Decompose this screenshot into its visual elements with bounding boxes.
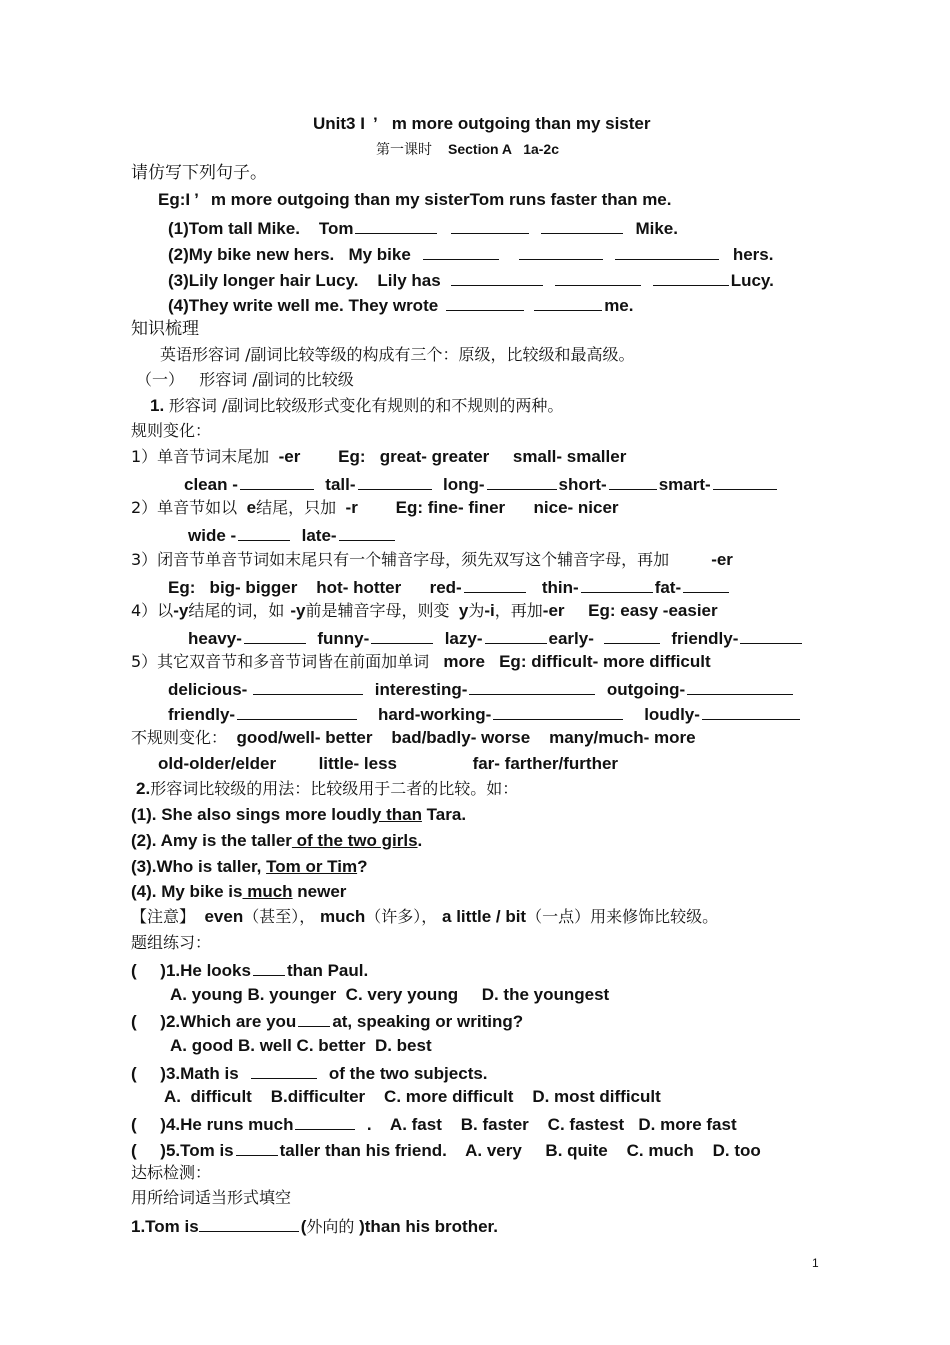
exercise-1: (1)Tom tall Mike. Tom Mike. bbox=[168, 216, 678, 240]
blank[interactable] bbox=[702, 702, 800, 720]
usage-example-1: (1). She also sings more loudly than Tara. bbox=[131, 805, 467, 824]
question-2-options: A. good B. well C. better D. best bbox=[170, 1036, 432, 1055]
usage-example-4: (4). My bike is much newer bbox=[131, 882, 347, 901]
question-1-options: A. young B. younger C. very young D. the youngest bbox=[170, 985, 610, 1004]
question-2: ( )2.Which are you at, speaking or writing? bbox=[131, 1009, 523, 1033]
test-instruction: 用所给词适当形式填空 bbox=[131, 1188, 292, 1207]
blank[interactable] bbox=[236, 1138, 278, 1156]
test-item-1: 1.Tom is (外向的 )than his brother. bbox=[131, 1214, 498, 1238]
regular-label: 规则变化： bbox=[131, 421, 212, 440]
exercise-3: (3)Lily longer hair Lucy. Lily has Lucy. bbox=[168, 268, 774, 292]
rule-1-blanks: clean - tall- long- short- smart- bbox=[184, 472, 779, 496]
rule-5-blanks-a: delicious- interesting- outgoing- bbox=[168, 677, 795, 701]
blank[interactable] bbox=[358, 472, 432, 490]
rule-5: 5）其它双音节和多音节词皆在前面加单词 more Eg: difficult- more difficult bbox=[131, 652, 711, 671]
blank[interactable] bbox=[581, 575, 653, 593]
usage-example-2: (2). Amy is the taller of the two girls. bbox=[131, 831, 423, 850]
blank[interactable] bbox=[713, 472, 777, 490]
blank[interactable] bbox=[604, 626, 660, 644]
blank[interactable] bbox=[244, 626, 306, 644]
question-3-options: A. difficult B.difficulter C. more difficult D. most difficult bbox=[164, 1087, 661, 1106]
blank[interactable] bbox=[534, 293, 602, 311]
blank[interactable] bbox=[653, 268, 729, 286]
knowledge-line: 英语形容词 /副词比较等级的构成有三个：原级，比较级和最高级。 bbox=[160, 345, 635, 364]
blank[interactable] bbox=[687, 677, 793, 695]
point-2: 2.形容词比较级的用法：比较级用于二者的比较。如： bbox=[136, 779, 519, 798]
rule-4: 4）以-y结尾的词，如 -y前是辅音字母，则变 y为-i，再加-er Eg: easy -easier bbox=[131, 601, 718, 620]
blank[interactable] bbox=[295, 1112, 355, 1130]
question-5: ( )5.Tom is taller than his friend. A. very B. quite C. much D. too bbox=[131, 1138, 761, 1162]
blank[interactable] bbox=[371, 626, 433, 644]
irregular-line-2: old-older/elder little- less far- farther/further bbox=[158, 754, 619, 773]
rule-3: 3）闭音节单音节词如末尾只有一个辅音字母，须先双写这个辅音字母，再加 -er bbox=[131, 550, 733, 569]
rule-5-blanks-b: friendly- hard-working- loudly- bbox=[168, 702, 802, 726]
question-4: ( )4.He runs much . A. fast B. faster C. fastest D. more fast bbox=[131, 1112, 737, 1136]
blank[interactable] bbox=[519, 242, 603, 260]
blank[interactable] bbox=[423, 242, 499, 260]
page-title: Unit3 I ’ m more outgoing than my sister bbox=[313, 114, 651, 133]
rule-4-blanks: heavy- funny- lazy- early- friendly- bbox=[188, 626, 804, 650]
blank[interactable] bbox=[253, 958, 285, 976]
exercise-4: (4)They write well me. They wrote me. bbox=[168, 293, 633, 317]
blank[interactable] bbox=[339, 523, 395, 541]
blank[interactable] bbox=[199, 1214, 299, 1232]
question-3: ( )3.Math is of the two subjects. bbox=[131, 1061, 488, 1085]
instruction-text: 请仿写下列句子。 bbox=[131, 163, 267, 183]
blank[interactable] bbox=[253, 677, 363, 695]
blank[interactable] bbox=[555, 268, 641, 286]
blank[interactable] bbox=[485, 626, 547, 644]
page-subtitle: 第一课时 Section A 1a-2c bbox=[376, 141, 560, 158]
blank[interactable] bbox=[609, 472, 657, 490]
blank[interactable] bbox=[683, 575, 729, 593]
blank[interactable] bbox=[251, 1061, 317, 1079]
blank[interactable] bbox=[238, 523, 290, 541]
blank[interactable] bbox=[541, 216, 623, 234]
blank[interactable] bbox=[355, 216, 437, 234]
blank[interactable] bbox=[493, 702, 623, 720]
question-1: ( )1.He looks than Paul. bbox=[131, 958, 368, 982]
blank[interactable] bbox=[237, 702, 357, 720]
point-1: 1. 形容词 /副词比较级形式变化有规则的和不规则的两种。 bbox=[150, 396, 564, 415]
blank[interactable] bbox=[487, 472, 557, 490]
irregular-line: 不规则变化： good/well- better bad/badly- worse many/much- more bbox=[131, 728, 696, 747]
section-heading: 知识梳理 bbox=[131, 319, 199, 339]
blank[interactable] bbox=[451, 216, 529, 234]
practice-heading: 题组练习： bbox=[131, 933, 212, 952]
blank[interactable] bbox=[298, 1009, 330, 1027]
usage-example-3: (3).Who is taller, Tom or Tim? bbox=[131, 857, 368, 876]
blank[interactable] bbox=[469, 677, 595, 695]
subsection-heading: （一） 形容词 /副词的比较级 bbox=[136, 370, 354, 389]
test-heading: 达标检测： bbox=[131, 1163, 212, 1182]
blank[interactable] bbox=[464, 575, 526, 593]
rule-2-blanks: wide - late- bbox=[188, 523, 397, 547]
blank[interactable] bbox=[615, 242, 719, 260]
blank[interactable] bbox=[240, 472, 314, 490]
rule-3-blanks: Eg: big- bigger hot- hotter red- thin- fat- bbox=[168, 575, 731, 599]
exercise-2: (2)My bike new hers. My bike hers. bbox=[168, 242, 773, 266]
example-sentence: Eg:I ’ m more outgoing than my sisterTom runs faster than me. bbox=[158, 190, 672, 209]
page-number: 1 bbox=[812, 1256, 819, 1270]
blank[interactable] bbox=[740, 626, 802, 644]
blank[interactable] bbox=[446, 293, 524, 311]
blank[interactable] bbox=[451, 268, 543, 286]
rule-2: 2）单音节如以 e结尾，只加 -r Eg: fine- finer nice- nicer bbox=[131, 498, 619, 517]
note-line: 【注意】 even（甚至）， much（许多）， a little / bit（一点）用来修饰比较级。 bbox=[131, 907, 719, 926]
rule-1: 1）单音节词末尾加 -er Eg: great- greater small- smaller bbox=[131, 447, 627, 466]
